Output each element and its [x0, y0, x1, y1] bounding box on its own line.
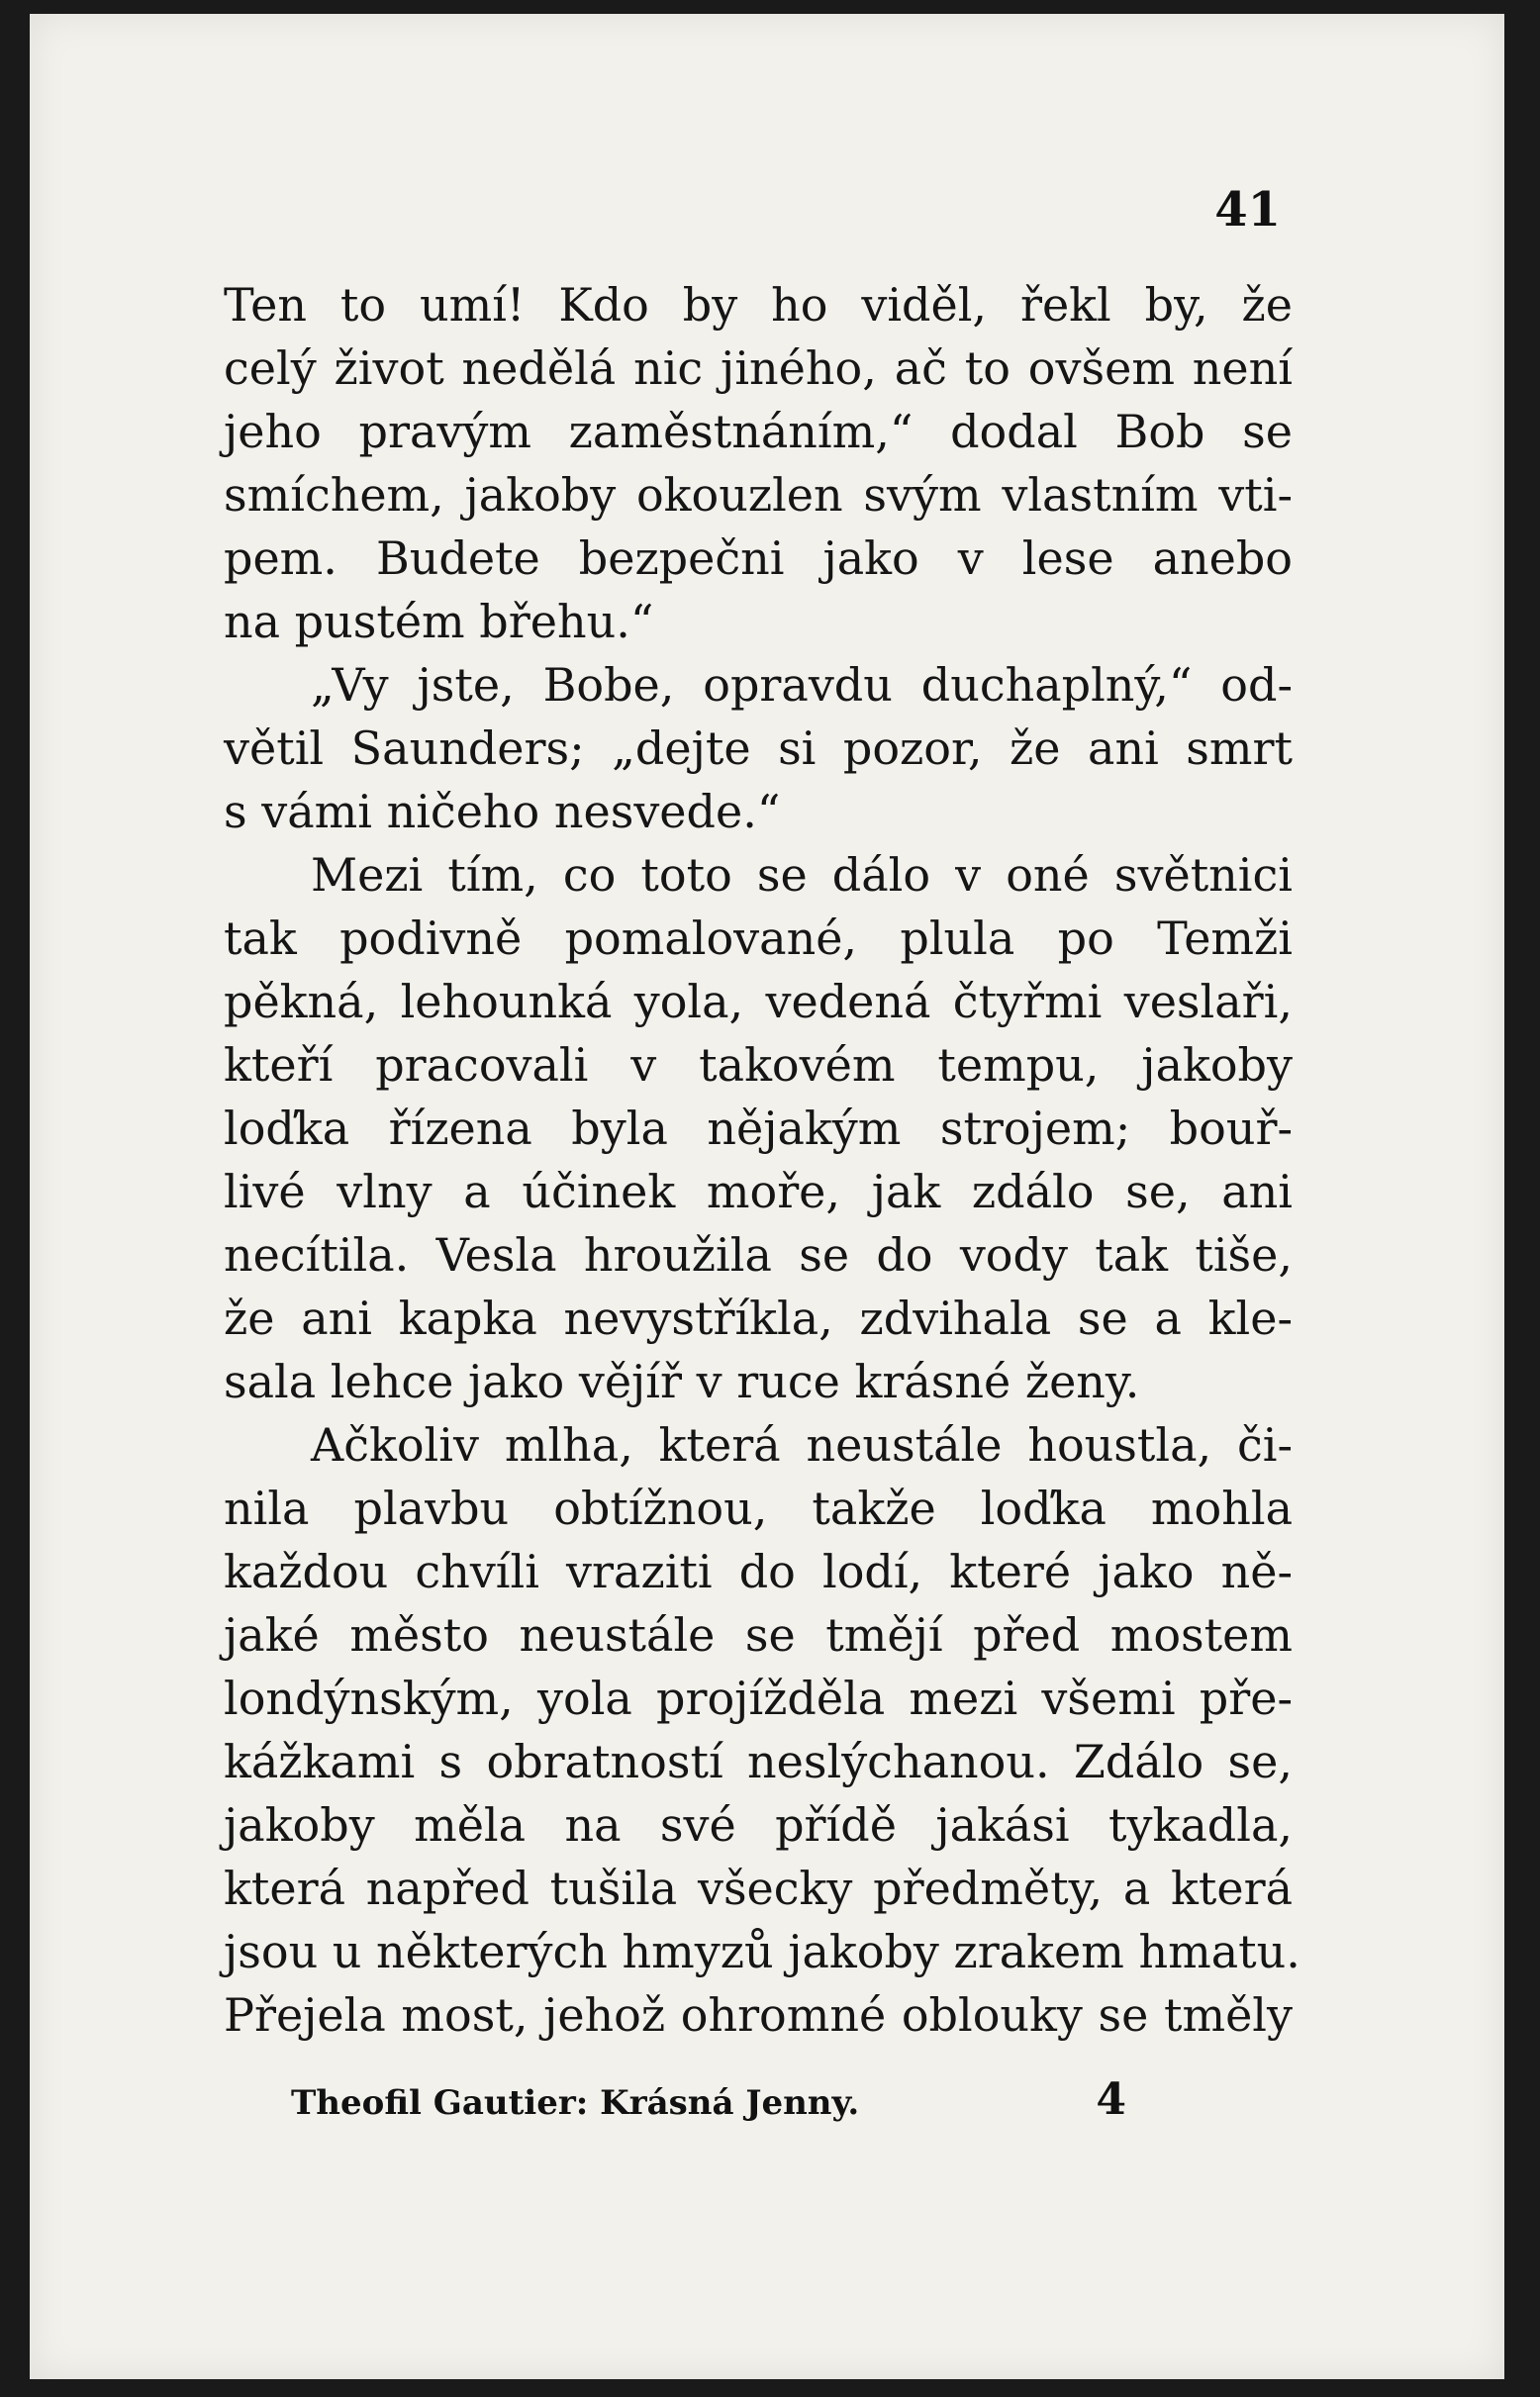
- text-line: tak podivně pomalované, plula po Temži: [224, 911, 1293, 965]
- text-line: jaké město neustále se tmějí před mostem: [224, 1608, 1293, 1662]
- text-line: kteří pracovali v takovém tempu, jakoby: [224, 1038, 1293, 1092]
- page-footer: [291, 2074, 1142, 2125]
- text-line: Ačkoliv mlha, která neustále houstla, či-: [311, 1418, 1293, 1472]
- text-line: pem. Budete bezpečni jako v lese anebo: [224, 531, 1293, 585]
- text-line: loďka řízena byla nějakým strojem; bouř-: [224, 1102, 1293, 1155]
- text-line: kážkami s obratností neslýchanou. Zdálo se,: [224, 1735, 1293, 1788]
- text-line: Ten to umí! Kdo by ho viděl, řekl by, že: [224, 278, 1293, 332]
- text-line: necítila. Vesla hroužila se do vody tak tiše,: [224, 1228, 1293, 1282]
- text-line: větil Saunders; „dejte si pozor, že ani smrt: [224, 721, 1293, 775]
- text-line: sala lehce jako vějíř v ruce krásné ženy.: [224, 1355, 1140, 1408]
- text-line: na pustém břehu.“: [224, 595, 654, 648]
- text-line: celý život nedělá nic jiného, ač to ovšem není: [224, 341, 1293, 395]
- body-text: [224, 273, 1300, 2047]
- text-line: nila plavbu obtížnou, takže loďka mohla: [224, 1482, 1293, 1535]
- text-line: londýnským, yola projížděla mezi všemi pře-: [224, 1672, 1293, 1725]
- text-line: „Vy jste, Bobe, opravdu duchaplný,“ od-: [311, 658, 1293, 712]
- signature-mark: 4: [1096, 2074, 1126, 2125]
- text-line: že ani kapka nevystříkla, zdvihala se a kle-: [224, 1292, 1293, 1345]
- text-line: Přejela most, jehož ohromné oblouky se tměly: [224, 1988, 1293, 2042]
- text-line: jeho pravým zaměstnáním,“ dodal Bob se: [224, 405, 1293, 458]
- text-line: livé vlny a účinek moře, jak zdálo se, ani: [224, 1165, 1293, 1218]
- text-line: smíchem, jakoby okouzlen svým vlastním vti-: [224, 468, 1293, 522]
- text-line: s vámi ničeho nesvede.“: [224, 785, 781, 838]
- text-line: Mezi tím, co toto se dálo v oné světnici: [311, 848, 1293, 902]
- text-line: pěkná, lehounká yola, vedená čtyřmi veslaři,: [224, 975, 1293, 1028]
- text-line: jakoby měla na své přídě jakási tykadla,: [224, 1798, 1293, 1852]
- book-page: [30, 14, 1504, 2379]
- text-line: jsou u některých hmyzů jakoby zrakem hmatu.: [224, 1925, 1300, 1978]
- page-number: 41: [1214, 182, 1281, 238]
- text-line: která napřed tušila všecky předměty, a která: [224, 1862, 1293, 1915]
- text-line: každou chvíli vraziti do lodí, které jako ně-: [224, 1545, 1293, 1598]
- footer-title: Theofil Gautier: Krásná Jenny.: [291, 2083, 860, 2123]
